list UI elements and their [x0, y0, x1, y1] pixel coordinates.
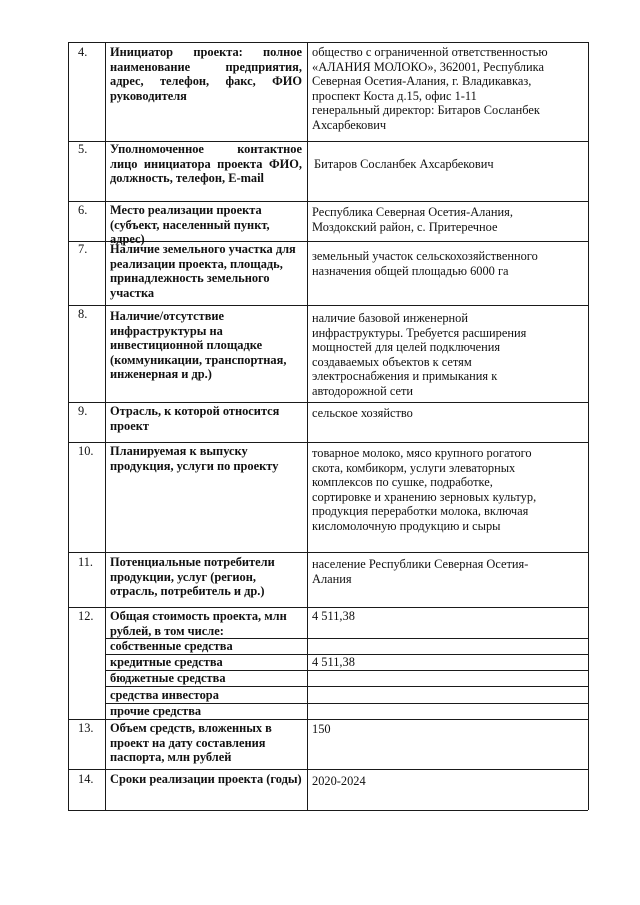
row-number: 13.	[78, 721, 94, 735]
row-number: 4.	[78, 45, 88, 59]
row-number: 7.	[78, 242, 88, 256]
row-number: 11.	[78, 555, 94, 569]
subrow-value: 4 511,38	[312, 655, 355, 669]
row-value: земельный участок сельскохозяйственного назначения общей площадью 6000 га	[312, 249, 538, 278]
row-value: 2020-2024	[312, 774, 366, 788]
subrow-label: собственные средства	[110, 639, 233, 653]
row-label: Инициатор проекта: полное наименование предприятия, адрес, телефон, факс, ФИО руководителя	[110, 45, 302, 103]
row-value: товарное молоко, мясо крупного рогатого скота, комбикорм, услуги элеваторных комплексов по сушке, подработке, сортировке и хранению зерновых культур, продукция переработки молока, включая кисломолочную продукцию и сыры	[312, 446, 537, 533]
row-value: Республика Северная Осетия-Алания, Моздокский район, с. Притеречное	[312, 205, 513, 234]
row-label: Место реализации проекта (субъект, населенный пункт, адрес)	[110, 203, 270, 247]
row-label: Планируемая к выпуску продукция, услуги по проекту	[110, 444, 279, 473]
row-value: 4 511,38	[312, 609, 355, 623]
subrow-label: прочие средства	[110, 704, 202, 718]
row-number: 12.	[78, 609, 94, 623]
row-label: Отрасль, к которой относится проект	[110, 404, 280, 433]
subrow-label: кредитные средства	[110, 655, 223, 669]
row-value: общество с ограниченной ответственностью «АЛАНИЯ МОЛОКО», 362001, Республика Северная Осетия-Алания, г. Владикавказ, проспект Коста д.15, офис 1-11 генеральный директор: Битаров Сосланбек Ахсарбекович	[312, 45, 548, 132]
row-number: 5.	[78, 142, 88, 156]
row-value: 150	[312, 722, 331, 736]
row-label: Наличие/отсутствие инфраструктуры на инвестиционной площадке (коммуникации, транспортная, инженерная и др.)	[110, 309, 287, 382]
row-label: Уполномоченное контактное лицо инициатора проекта ФИО, должность, телефон, E-mail	[110, 142, 302, 186]
row-label: Общая стоимость проекта, млн рублей, в том числе:	[110, 609, 287, 638]
row-value: наличие базовой инженерной инфраструктуры. Требуется расширения мощностей для целей подключения создаваемых объектов к сетям электроснабжения и примыкания к автодорожной сети	[312, 311, 527, 398]
row-value: сельское хозяйство	[312, 406, 413, 420]
row-number: 9.	[78, 404, 88, 418]
subrow-label: средства инвестора	[110, 688, 219, 702]
row-label: Объем средств, вложенных в проект на дату составления паспорта, млн рублей	[110, 721, 272, 765]
row-label: Сроки реализации проекта (годы)	[110, 772, 302, 786]
row-value: население Республики Северная Осетия- Алания	[312, 557, 529, 586]
subrow-label: бюджетные средства	[110, 671, 226, 685]
row-label: Потенциальные потребители продукции, услуг (регион, отрасль, потребитель и др.)	[110, 555, 275, 599]
row-number: 8.	[78, 307, 88, 321]
row-value: Битаров Сосланбек Ахсарбекович	[314, 157, 494, 171]
row-number: 6.	[78, 203, 88, 217]
row-number: 14.	[78, 772, 94, 786]
row-label: Наличие земельного участка для реализации проекта, площадь, принадлежность земельного участка	[110, 242, 296, 300]
row-number: 10.	[78, 444, 94, 458]
